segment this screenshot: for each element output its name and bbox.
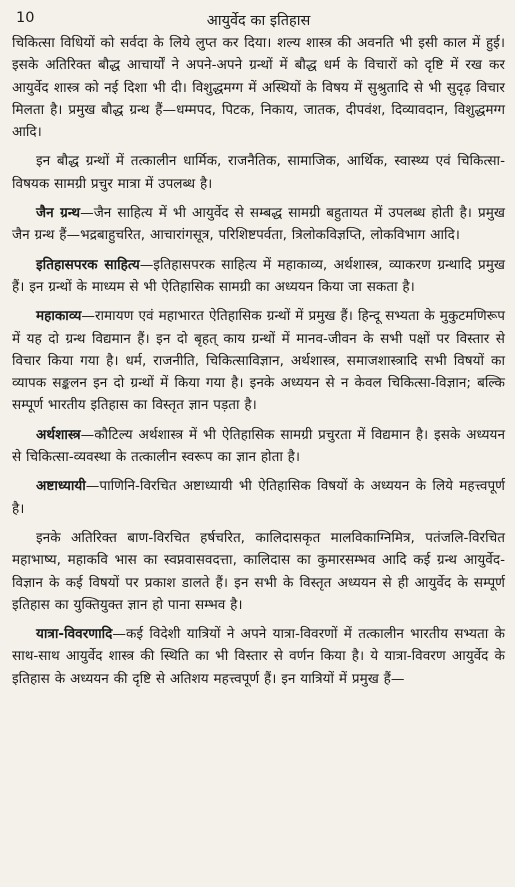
paragraph-text: —कौटिल्य अर्थशास्त्र में भी ऐतिहासिक सामग्री प्रचुरता में विद्यमान है। इसके अध्ययन से चिकित्सा-व्यवस्था के तत्कालीन स्वरूप का ज्ञान होता है। — [12, 426, 505, 466]
paragraph-text: —पाणिनि-विरचित अष्टाध्यायी भी ऐतिहासिक विषयों के अध्ययन के लिये महत्त्वपूर्ण है। — [12, 478, 505, 517]
paragraph-text: चिकित्सा विधियों को सर्वदा के लिये लुप्त कर दिया। शल्य शास्त्र की अवनति भी इसी काल में हुई। इसके अतिरिक्त बौद्ध आचार्यों ने अपने-अपने ग्रन्थों में बौद्ध धर्म के विचारों को दृष्टि में रख कर आयुर्वेद शास्त्र को नई दिशा भी दी। विशुद्धमग्ग में अस्थियों के विषय में सुश्रुतादि से भी सुदृढ़ विचार मिलता है। प्रमुख बौद्ध ग्रन्थ हैं—धम्मपद, पिटक, निकाय, जातक, दीपवंश, दिव्यावदान, विशुद्धमग्ग आदि। — [12, 35, 505, 141]
paragraph — [12, 527, 505, 616]
body-text — [12, 32, 505, 690]
paragraph-text: —जैन साहित्य में भी आयुर्वेद से सम्बद्ध सामग्री बहुतायत में उपलब्ध होती है। प्रमुख जैन ग्रन्थ हैं—भद्रबाहुचरित, आचारांगसूत्र, परिशिष्टपर्वता, त्रिलोकविज्ञप्ति, लोकविभाग आदि। — [12, 205, 505, 244]
section-term: यात्रा-विवरणादि — [36, 626, 113, 643]
page-header — [12, 10, 505, 32]
paragraph-text: —रामायण एवं महाभारत ऐतिहासिक ग्रन्थों में प्रमुख हैं। हिन्दू सभ्यता के मुकुटमणिरूप में यह दो ग्रन्थ विद्यमान हैं। इन दो बृहत् काय ग्रन्थों में मानव-जीवन के सभी पक्षों पर विस्तार से विचार किया गया है। धर्म, राजनीति, चिकित्साविज्ञान, अर्थशास्त्र, समाजशास्त्रादि सभी विषयों का व्यापक सङ्कलन इन दो ग्रन्थों में किया गया है। इनके अध्ययन से न केवल चिकित्सा-विज्ञान; बल्कि सम्पूर्ण भारतीय इतिहास का विस्तृत ज्ञान पड़ता है। — [12, 308, 505, 414]
paragraph — [12, 202, 505, 247]
paragraph — [12, 254, 505, 299]
running-title: आयुर्वेद का इतिहास — [206, 13, 311, 29]
paragraph-text: —इतिहासपरक साहित्य में महाकाव्य, अर्थशास्त्र, व्याकरण ग्रन्थादि प्रमुख हैं। इन ग्रन्थों के माध्यम से भी ऐतिहासिक सामग्री का अध्ययन किया जा सकता है। — [12, 256, 505, 295]
paragraph — [12, 623, 505, 690]
paragraph — [12, 424, 505, 469]
paragraph-text: इनके अतिरिक्त बाण-विरचित हर्षचरित, कालिदासकृत मालविकाग्निमित्र, पतंजलि-विरचित महाभाष्य, महाकवि भास का स्वप्नवासवदत्ता, कालिदास का कुमारसम्भव आदि कई ग्रन्थ आयुर्वेद-विज्ञान के कई विषयों पर प्रकाश डालते हैं। इन सभी के विस्तृत अध्ययन से ही आयुर्वेद के सम्पूर्ण इतिहास का युक्तियुक्त ज्ञान हो पाना सम्भव है। — [12, 529, 505, 613]
paragraph-text: इन बौद्ध ग्रन्थों में तत्कालीन धार्मिक, राजनैतिक, सामाजिक, आर्थिक, स्वास्थ्य एवं चिकित्सा-विषयक सामग्री प्रचुर मात्रा में उपलब्ध है। — [12, 153, 505, 192]
paragraph — [12, 475, 505, 520]
section-term: अष्टाध्यायी — [36, 478, 86, 495]
paragraph-text: —कई विदेशी यात्रियों ने अपने यात्रा-विवरणों में तत्कालीन भारतीय सभ्यता के साथ-साथ आयुर्वेद शास्त्र की स्थिति का भी विस्तार से वर्णन किया है। ये यात्रा-विवरण आयुर्वेद के इतिहास के अध्ययन की दृष्टि से अतिशय महत्त्वपूर्ण हैं। इन यात्रियों में प्रमुख हैं— — [12, 626, 505, 687]
paragraph — [12, 305, 505, 416]
section-term: अर्थशास्त्र — [36, 426, 81, 443]
paragraph — [12, 32, 505, 143]
section-term: जैन ग्रन्थ — [36, 205, 81, 222]
section-term: महाकाव्य — [36, 308, 82, 325]
page-number: 10 — [16, 10, 35, 26]
section-term: इतिहासपरक साहित्य — [36, 256, 140, 273]
paragraph — [12, 150, 505, 195]
